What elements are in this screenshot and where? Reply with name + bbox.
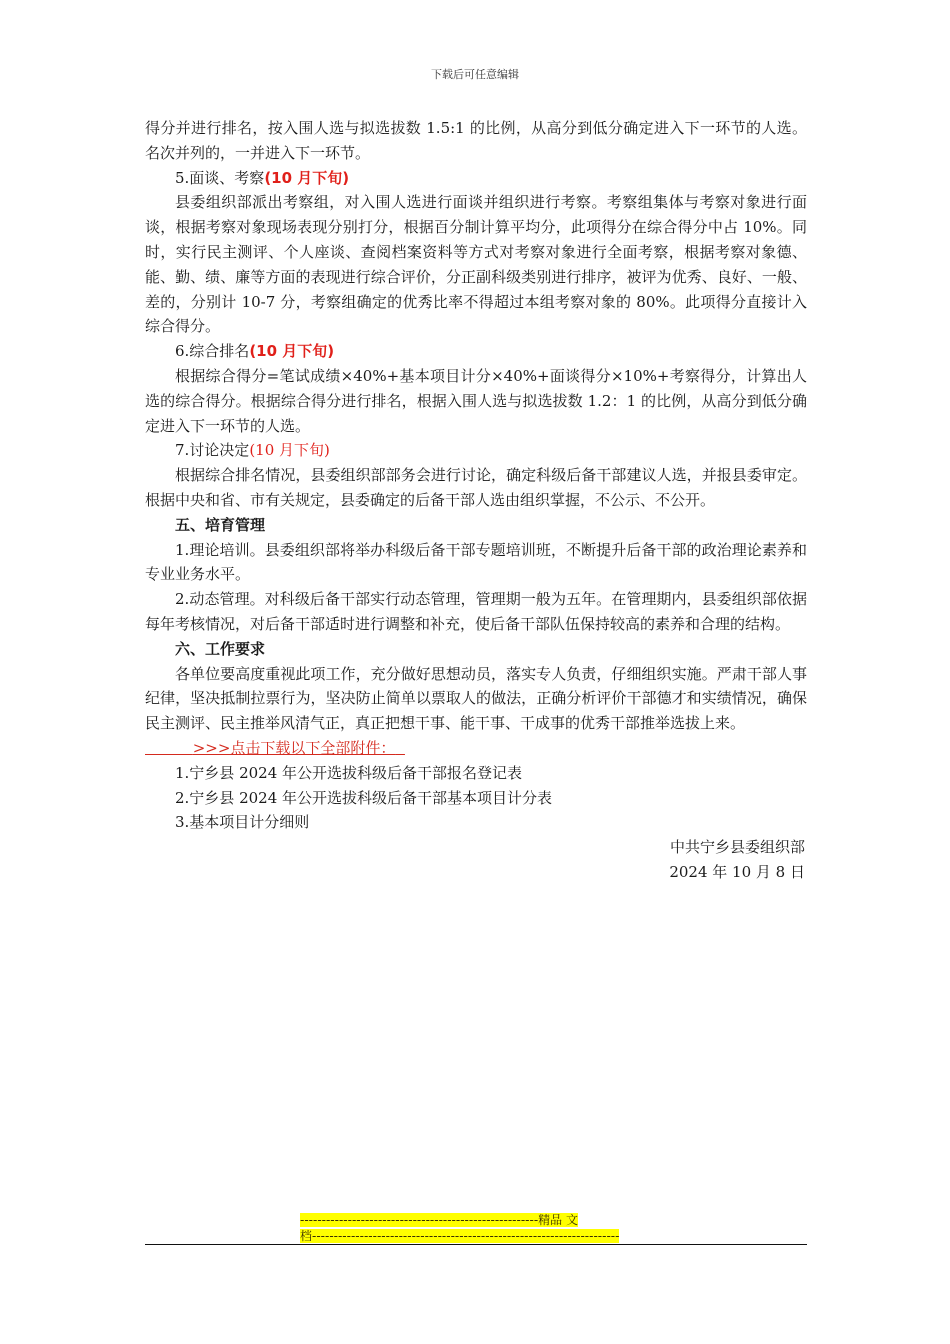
footer-line-1: -------------------------------------------------------精品 文 (300, 1213, 578, 1227)
signature-org: 中共宁乡县委组织部 (669, 838, 805, 857)
attachment-item: 2.宁乡县 2024 年公开选拔科级后备干部基本项目计分表 (175, 788, 553, 807)
section-7-label: 7.讨论决定 (175, 441, 250, 460)
section-5-label: 5.面谈、考察 (175, 168, 265, 187)
section-6-label: 6.综合排名 (175, 342, 250, 361)
footer-watermark (300, 1212, 648, 1244)
download-link-text[interactable]: >>>点击下载以下全部附件： (192, 738, 396, 757)
document-body (145, 116, 807, 885)
heading-cultivation: 五、培育管理 (175, 515, 266, 534)
paragraph-interview: 县委组织部派出考察组，对入围人选进行面谈并组织进行考察。考察组集体与考察对象进行面谈，根据考察对象现场表现分别打分，根据百分制计算平均分，此项得分在综合得分中占 10%。同时，实行民主测评、个人座谈、查阅档案资料等方式对考察对象进行全面考察，根据考察对象德、能、勤、绩、廉等方面的表现进行综合评价，分正副科级类别进行排序，被评为优秀、良好、一般、差的，分别计 10-7 分，考察组确定的优秀比率不得超过本组考察对象的 80%。此项得分直接计入综合得分。 (145, 193, 807, 336)
section-5-heading (145, 166, 807, 191)
footer-divider (145, 1244, 807, 1245)
section-6-heading (145, 339, 807, 364)
heading-requirements: 六、工作要求 (175, 639, 266, 658)
section-7-heading (145, 438, 807, 463)
paragraph-requirements: 各单位要高度重视此项工作，充分做好思想动员，落实专人负责，仔细组织实施。严肃干部人事纪律，坚决抵制拉票行为，坚决防止简单以票取人的做法，正确分析评价干部德才和实绩情况，确保民主测评、民主推举风清气正，真正把想干事、能干事、干成事的优秀干部推举选拔上来。 (145, 664, 807, 733)
attachment-item: 1.宁乡县 2024 年公开选拔科级后备干部报名登记表 (175, 763, 523, 782)
attachment-item: 3.基本项目计分细则 (175, 813, 310, 832)
footer-line-2: 档----------------------------------------------------------------------- (300, 1229, 620, 1243)
download-attachments-link[interactable] (145, 739, 405, 757)
header-note: 下载后可任意编辑 (431, 68, 519, 81)
section-7-time: (10 月下旬) (249, 441, 330, 460)
paragraph-decision: 根据综合排名情况，县委组织部部务会进行讨论，确定科级后备干部建议人选，并报县委审定。根据中央和省、市有关规定，县委确定的后备干部人选由组织掌握，不公示、不公开。 (145, 466, 807, 509)
paragraph-ranking-continued: 得分并进行排名，按入围人选与拟选拔数 1.5:1 的比例，从高分到低分确定进入下一环节的人选。名次并列的，一并进入下一环节。 (145, 119, 807, 162)
download-link-line (145, 736, 807, 761)
signature-date: 2024 年 10 月 8 日 (669, 862, 805, 881)
paragraph-training: 1.理论培训。县委组织部将举办科级后备干部专题培训班，不断提升后备干部的政治理论素养和专业业务水平。 (145, 540, 807, 584)
paragraph-overall-ranking: 根据综合得分=笔试成绩×40%+基本项目计分×40%+面谈得分×10%+考察得分，计算出人选的综合得分。根据综合得分进行排名，根据入围人选与拟选拔数 1.2：1 的比例，从高分到低分确定进入下一环节的人选。 (145, 366, 807, 435)
paragraph-dynamic-management: 2.动态管理。对科级后备干部实行动态管理，管理期一般为五年。在管理期内，县委组织部依据每年考核情况，对后备干部适时进行调整和补充，使后备干部队伍保持较高的素养和合理的结构。 (145, 590, 807, 633)
section-5-time: (10 月下旬) (264, 168, 350, 187)
section-6-time: (10 月下旬) (249, 342, 335, 361)
